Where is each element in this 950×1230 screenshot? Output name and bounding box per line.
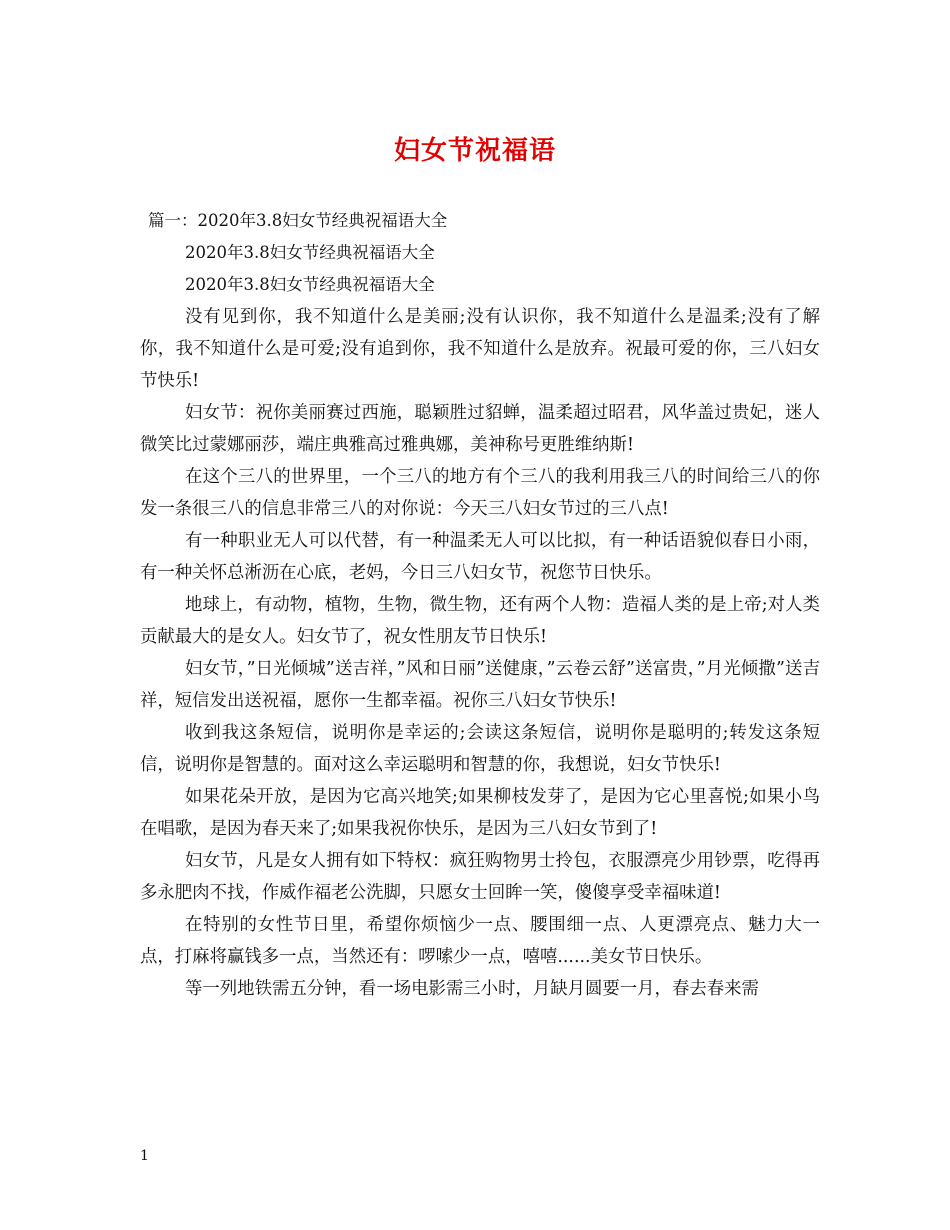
paragraph-10: 在特别的女性节日里，希望你烦恼少一点、腰围细一点、人更漂亮点、魅力大一点，打麻将赢钱多一点，当然还有：啰嗦少一点，嘻嘻......美女节日快乐。 bbox=[140, 915, 820, 967]
section-heading: 篇一：2020年3.8妇女节经典祝福语大全 bbox=[148, 211, 448, 230]
paragraph-4: 有一种职业无人可以代替，有一种温柔无人可以比拟，有一种话语貌似春日小雨，有一种关怀总淅沥在心底，老妈，今日三八妇女节，祝您节日快乐。 bbox=[140, 531, 820, 583]
paragraph-8: 如果花朵开放，是因为它高兴地笑;如果柳枝发芽了，是因为它心里喜悦;如果小鸟在唱歌，是因为春天来了;如果我祝你快乐，是因为三八妇女节到了! bbox=[140, 787, 820, 839]
paragraph-1: 没有见到你，我不知道什么是美丽;没有认识你，我不知道什么是温柔;没有了解你，我不知道什么是可爱;没有追到你，我不知道什么是放弃。祝最可爱的你，三八妇女节快乐! bbox=[140, 307, 820, 391]
paragraph-6: 妇女节，”日光倾城”送吉祥，”风和日丽”送健康，”云卷云舒”送富贵，”月光倾撒”送吉祥，短信发出送祝福，愿你一生都幸福。祝你三八妇女节快乐! bbox=[140, 659, 820, 711]
paragraph-5: 地球上，有动物，植物，生物，微生物，还有两个人物：造福人类的是上帝;对人类贡献最大的是女人。妇女节了，祝女性朋友节日快乐! bbox=[140, 595, 820, 647]
paragraph-3: 在这个三八的世界里，一个三八的地方有个三八的我利用我三八的时间给三八的你发一条很三八的信息非常三八的对你说：今天三八妇女节过的三八点! bbox=[140, 467, 820, 519]
section-subheading-1: 2020年3.8妇女节经典祝福语大全 bbox=[185, 243, 435, 262]
document-body bbox=[140, 205, 820, 1005]
page-number: 1 bbox=[140, 1148, 149, 1164]
section-subheading-2: 2020年3.8妇女节经典祝福语大全 bbox=[185, 275, 435, 294]
paragraph-2: 妇女节：祝你美丽赛过西施，聪颖胜过貂蝉，温柔超过昭君，风华盖过贵妃，迷人微笑比过蒙娜丽莎，端庄典雅高过雅典娜，美神称号更胜维纳斯! bbox=[140, 403, 820, 455]
document-title: 妇女节祝福语 bbox=[393, 136, 556, 166]
paragraph-7: 收到我这条短信，说明你是幸运的;会读这条短信，说明你是聪明的;转发这条短信，说明你是智慧的。面对这么幸运聪明和智慧的你，我想说，妇女节快乐! bbox=[140, 723, 820, 775]
paragraph-9: 妇女节，凡是女人拥有如下特权：疯狂购物男士拎包，衣服漂亮少用钞票，吃得再多永肥肉不找，作威作福老公洗脚，只愿女士回眸一笑，傻傻享受幸福味道! bbox=[140, 851, 820, 903]
paragraph-11: 等一列地铁需五分钟，看一场电影需三小时，月缺月圆要一月，春去春来需 bbox=[185, 979, 759, 999]
